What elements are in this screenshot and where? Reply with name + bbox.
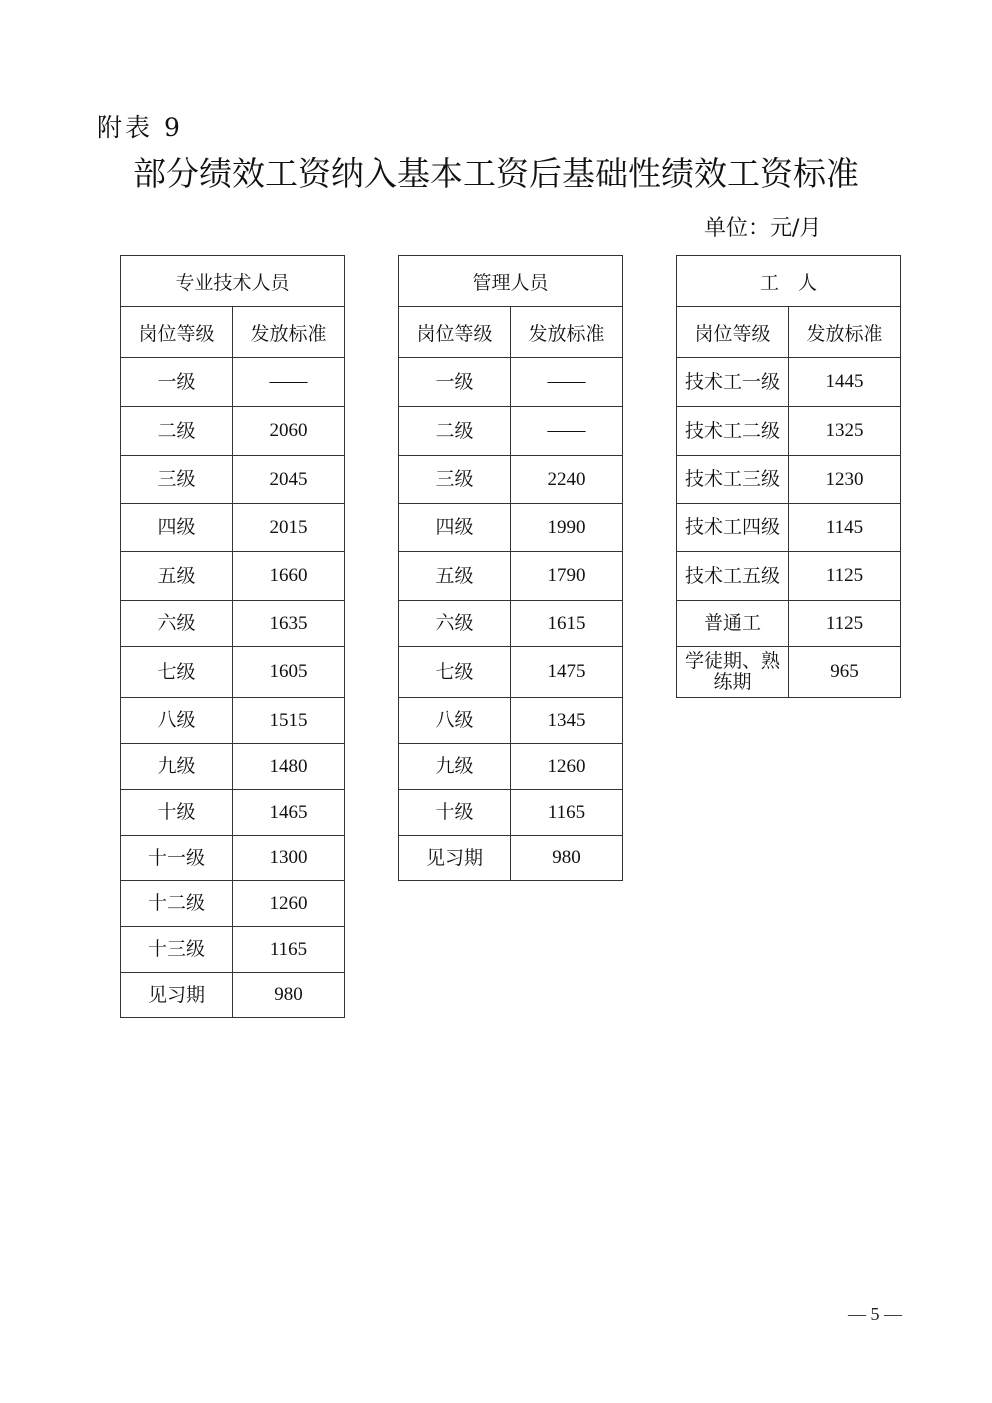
standard-cell: 1660 [233,552,345,601]
grade-cell: 见习期 [121,973,233,1018]
grade-cell: 技术工五级 [677,552,789,601]
table-row [121,407,345,456]
standard-cell: 1475 [511,647,623,698]
standard-cell: 980 [511,836,623,881]
standard-cell: —— [233,358,345,407]
standard-cell: 965 [789,647,901,698]
standard-cell: 2240 [511,456,623,504]
standard-cell: 1260 [233,881,345,927]
grade-cell: 一级 [399,358,511,407]
grade-cell: 技术工二级 [677,407,789,456]
grade-cell: 普通工 [677,601,789,647]
table-row [121,456,345,504]
table-row [677,358,901,407]
standard-cell: 1300 [233,836,345,881]
grade-cell: 四级 [121,504,233,552]
grade-cell: 二级 [121,407,233,456]
table-row [677,407,901,456]
table-row [121,790,345,836]
grade-cell: 三级 [121,456,233,504]
grade-cell: 十二级 [121,881,233,927]
standard-cell: 1790 [511,552,623,601]
grade-cell: 技术工一级 [677,358,789,407]
table-row [399,552,623,601]
column-header-standard: 发放标准 [233,307,345,358]
table-row [121,744,345,790]
grade-cell: 六级 [121,601,233,647]
grade-cell: 九级 [399,744,511,790]
table-row [121,973,345,1018]
table-heading: 工 人 [677,256,901,307]
grade-cell: 技术工三级 [677,456,789,504]
workers-table [676,255,901,698]
table-row [399,504,623,552]
standard-cell: 2045 [233,456,345,504]
table-heading: 专业技术人员 [121,256,345,307]
table-row [677,647,901,698]
grade-cell: 七级 [399,647,511,698]
professional-staff-table [120,255,345,1018]
table-row [677,504,901,552]
standard-cell: 1445 [789,358,901,407]
standard-cell: 1125 [789,552,901,601]
grade-cell: 四级 [399,504,511,552]
standard-cell: 1990 [511,504,623,552]
grade-cell: 十级 [399,790,511,836]
table-row [399,358,623,407]
management-staff-table [398,255,623,881]
grade-cell: 八级 [399,698,511,744]
standard-cell: 1165 [511,790,623,836]
table-row [399,456,623,504]
table-row [677,552,901,601]
column-header-grade: 岗位等级 [121,307,233,358]
standard-cell: 1345 [511,698,623,744]
table-row [121,358,345,407]
grade-cell: 三级 [399,456,511,504]
standard-cell: 2060 [233,407,345,456]
standard-cell: 1230 [789,456,901,504]
standard-cell: 1605 [233,647,345,698]
table-row [121,881,345,927]
unit-note: 单位：元/月 [704,216,822,241]
standard-cell: —— [511,407,623,456]
grade-cell: 十级 [121,790,233,836]
table-row [399,601,623,647]
grade-cell: 技术工四级 [677,504,789,552]
column-header-grade: 岗位等级 [677,307,789,358]
grade-cell: 一级 [121,358,233,407]
page-number: — 5 — [848,1304,902,1324]
table-row [399,647,623,698]
table-row [121,698,345,744]
standard-cell: 1125 [789,601,901,647]
grade-cell: 见习期 [399,836,511,881]
grade-cell: 七级 [121,647,233,698]
grade-cell: 二级 [399,407,511,456]
standard-cell: 2015 [233,504,345,552]
table-row [121,927,345,973]
table-row [399,790,623,836]
standard-cell: 1480 [233,744,345,790]
table-heading: 管理人员 [399,256,623,307]
standard-cell: 1635 [233,601,345,647]
standard-cell: 1515 [233,698,345,744]
column-header-grade: 岗位等级 [399,307,511,358]
table-row [677,456,901,504]
table-row [399,836,623,881]
grade-cell: 九级 [121,744,233,790]
grade-cell: 五级 [399,552,511,601]
standard-cell: 1260 [511,744,623,790]
grade-cell: 八级 [121,698,233,744]
table-row [121,552,345,601]
table-row [399,698,623,744]
standard-cell: 1615 [511,601,623,647]
grade-cell: 十一级 [121,836,233,881]
standard-cell: —— [511,358,623,407]
standard-cell: 1165 [233,927,345,973]
grade-cell: 十三级 [121,927,233,973]
table-row [121,504,345,552]
column-header-standard: 发放标准 [789,307,901,358]
annex-label: 附表 9 [97,113,183,142]
standard-cell: 1145 [789,504,901,552]
table-row [677,601,901,647]
standard-cell: 1465 [233,790,345,836]
table-row [399,744,623,790]
table-row [399,407,623,456]
column-header-standard: 发放标准 [511,307,623,358]
document-title: 部分绩效工资纳入基本工资后基础性绩效工资标准 [133,154,859,193]
grade-cell: 学徒期、熟练期 [677,647,789,698]
table-row [121,836,345,881]
table-row [121,601,345,647]
standard-cell: 980 [233,973,345,1018]
standard-cell: 1325 [789,407,901,456]
grade-cell: 六级 [399,601,511,647]
table-row [121,647,345,698]
grade-cell: 五级 [121,552,233,601]
